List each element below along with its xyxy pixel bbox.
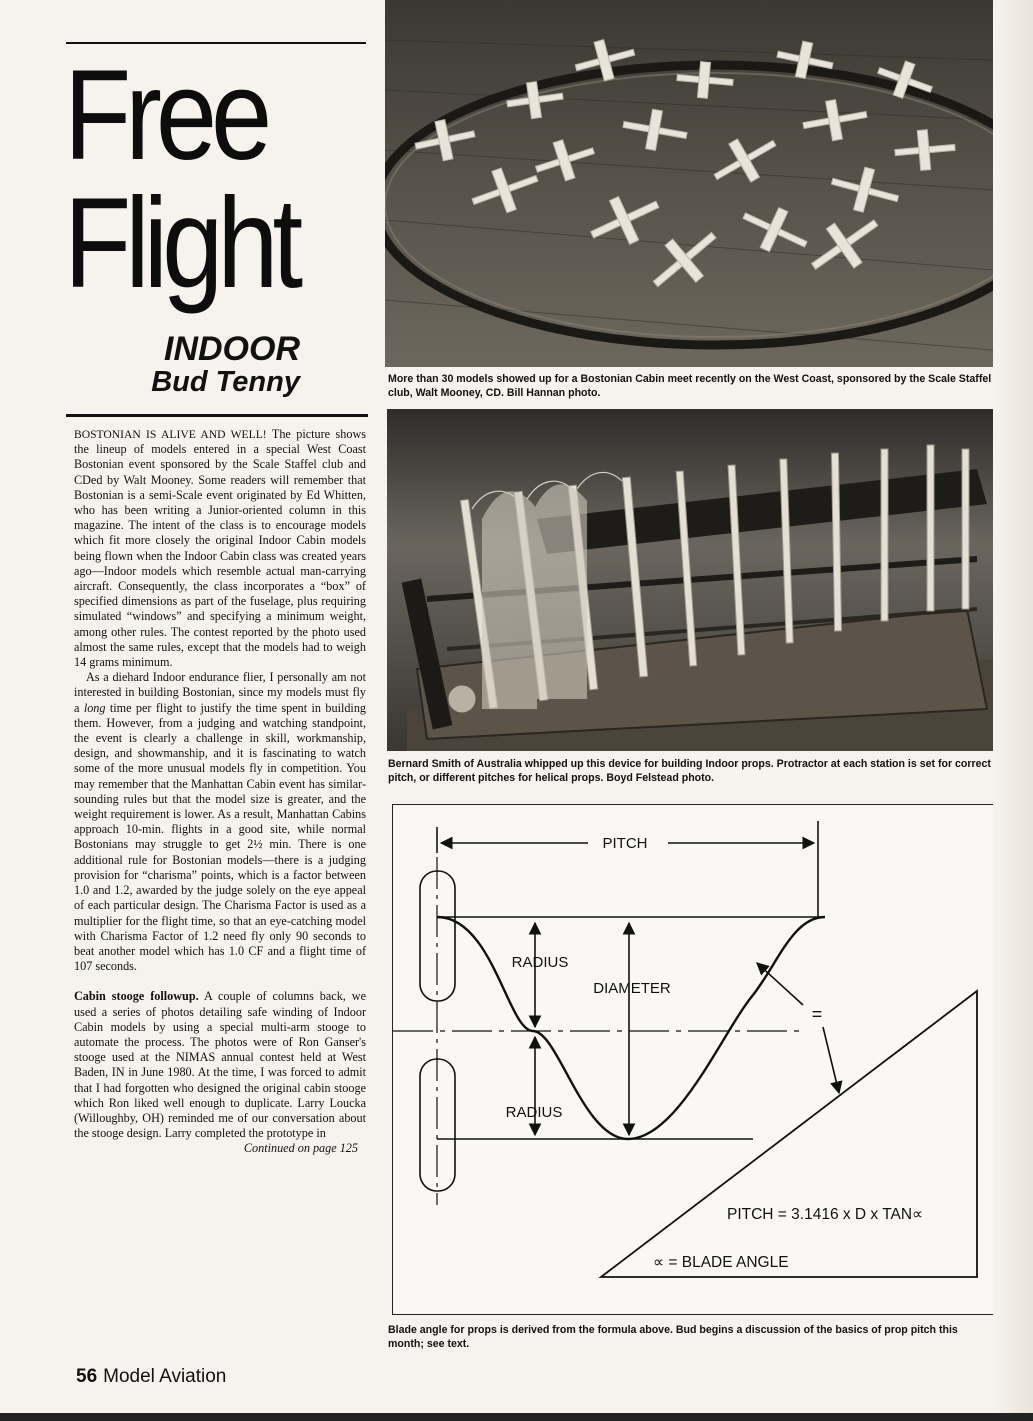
- label-formula: PITCH = 3.1416 x D x TAN∝: [727, 1206, 924, 1223]
- page-footer: [76, 1366, 226, 1388]
- paragraph-3: [74, 989, 366, 1141]
- paragraph-3-text: A couple of columns back, we used a series of photos detailing safe winding of Indoor Cabin models by using a special multi-arm stooge to automate the process. The photos were of Ron Ganser's stooge used at the NIMAS annual contest held at West Baden, IN in June 1980. At the time, I was forced to admit that I had forgotten who designed the original cabin stooge which Ron liked well enough to duplicate. Larry Loucka (Willoughby, OH) reminded me of our conversation about the stooge design. Larry completed the prototype in: [74, 989, 366, 1141]
- paragraph-2-text-a: As a diehard Indoor endurance flier, I personally am not interested in building Bostonian, since my models must fly a: [74, 670, 366, 715]
- paragraph-2: [74, 670, 366, 974]
- label-radius-bottom: RADIUS: [505, 1104, 563, 1121]
- label-blade-angle: ∝ = BLADE ANGLE: [653, 1254, 789, 1271]
- author-byline: Bud Tenny: [151, 366, 300, 398]
- paragraph-1: [74, 427, 366, 670]
- title-line-free: Free: [64, 44, 267, 187]
- label-radius-top: RADIUS: [511, 954, 569, 971]
- page-number: 56: [76, 1366, 98, 1387]
- title-line-flight: Flight: [64, 172, 298, 315]
- column-title: [64, 44, 322, 315]
- page-edge-shade: [993, 0, 1033, 1421]
- label-diameter: DIAMETER: [593, 980, 671, 997]
- header-bottom-rule: [66, 414, 368, 417]
- angle-pointer-upper: [757, 963, 803, 1005]
- scan-bottom-edge: [0, 1413, 1033, 1421]
- pitch-diagram: [392, 804, 995, 1315]
- paragraph-1-text: The picture shows the lineup of models entered in a special West Coast Bostonian event sponsored by the Scale Staffel club and CDed by Walt Mooney. Some readers will remember that Bostonian is a semi-Scale event originated by Ed Whitten, who has been writing a Junior-oriented column in this magazine. The intent of the class is to encourage models which fit more closely the original Indoor Cabin models being flown when the Indoor Cabin class was created years ago—Indoor models which resemble actual man-carrying aircraft. Consequently, the class incorporates a “box” of specified dimensions as part of the fuselage, plus requiring simulated “windows” and specifying a minimum weight, among other rules. The contest reported by the photo used almost the same rules, except that the models had to weigh 14 grams minimum.: [74, 427, 366, 670]
- photo-bostonian-models: [385, 0, 993, 367]
- label-pitch: PITCH: [602, 835, 648, 852]
- department-label: INDOOR: [164, 330, 300, 368]
- caption-photo-1: More than 30 models showed up for a Bostonian Cabin meet recently on the West Coast, sponsored by the Scale Staffel club, Walt Mooney, CD. Bill Hannan photo.: [388, 373, 992, 399]
- article-body: [74, 427, 366, 1157]
- label-equals: =: [811, 1004, 823, 1024]
- paragraph-2-emphasis: long: [83, 700, 106, 715]
- paragraph-3-lead: Cabin stooge followup.: [74, 989, 199, 1004]
- paragraph-1-lead: BOSTONIAN IS ALIVE AND WELL!: [74, 428, 267, 441]
- blade-angle-triangle: [601, 991, 977, 1277]
- helix-curve: [437, 917, 825, 1139]
- continued-note: Continued on page 125: [243, 1141, 358, 1156]
- caption-diagram: Blade angle for props is derived from the formula above. Bud begins a discussion of the basics of prop pitch this month; see text.: [388, 1324, 958, 1350]
- photo-prop-jig: [387, 409, 993, 751]
- caption-photo-2: Bernard Smith of Australia whipped up this device for building Indoor props. Protractor at each station is set for correct pitch, or different pitches for helical props. Boyd Felstead photo.: [388, 758, 991, 784]
- paragraph-2-text-b: time per flight to justify the time spent in building them. However, from a judging and watching standpoint, the event is clearly a challenge in skill, workmanship, design, and showmanship, and it is fascinating to watch some of the more unusual models fly in competition. You may remember that the Manhattan Cabin event has similar-sounding rules but that the model size is greater, and the weight requirement is lower. As a result, Manhattan Cabins approach 10-min. flights in a good site, while normal Bostonians may struggle to get 2½ min. There is one additional rule for Bostonian models—there is a judging provision for “charisma” points, which is a factor between 1.0 and 1.2, awarded by the judge solely on the eye appeal of each particular design. The Charisma Factor is used as a multiplier for the flight time, so that an eye-catching model with Charisma Factor of 1.2 need fly only 90 seconds to beat another model which has 1.0 CF and a flight time of 107 seconds.: [74, 700, 367, 974]
- angle-pointer-lower: [823, 1027, 839, 1093]
- magazine-name: Model Aviation: [103, 1366, 227, 1387]
